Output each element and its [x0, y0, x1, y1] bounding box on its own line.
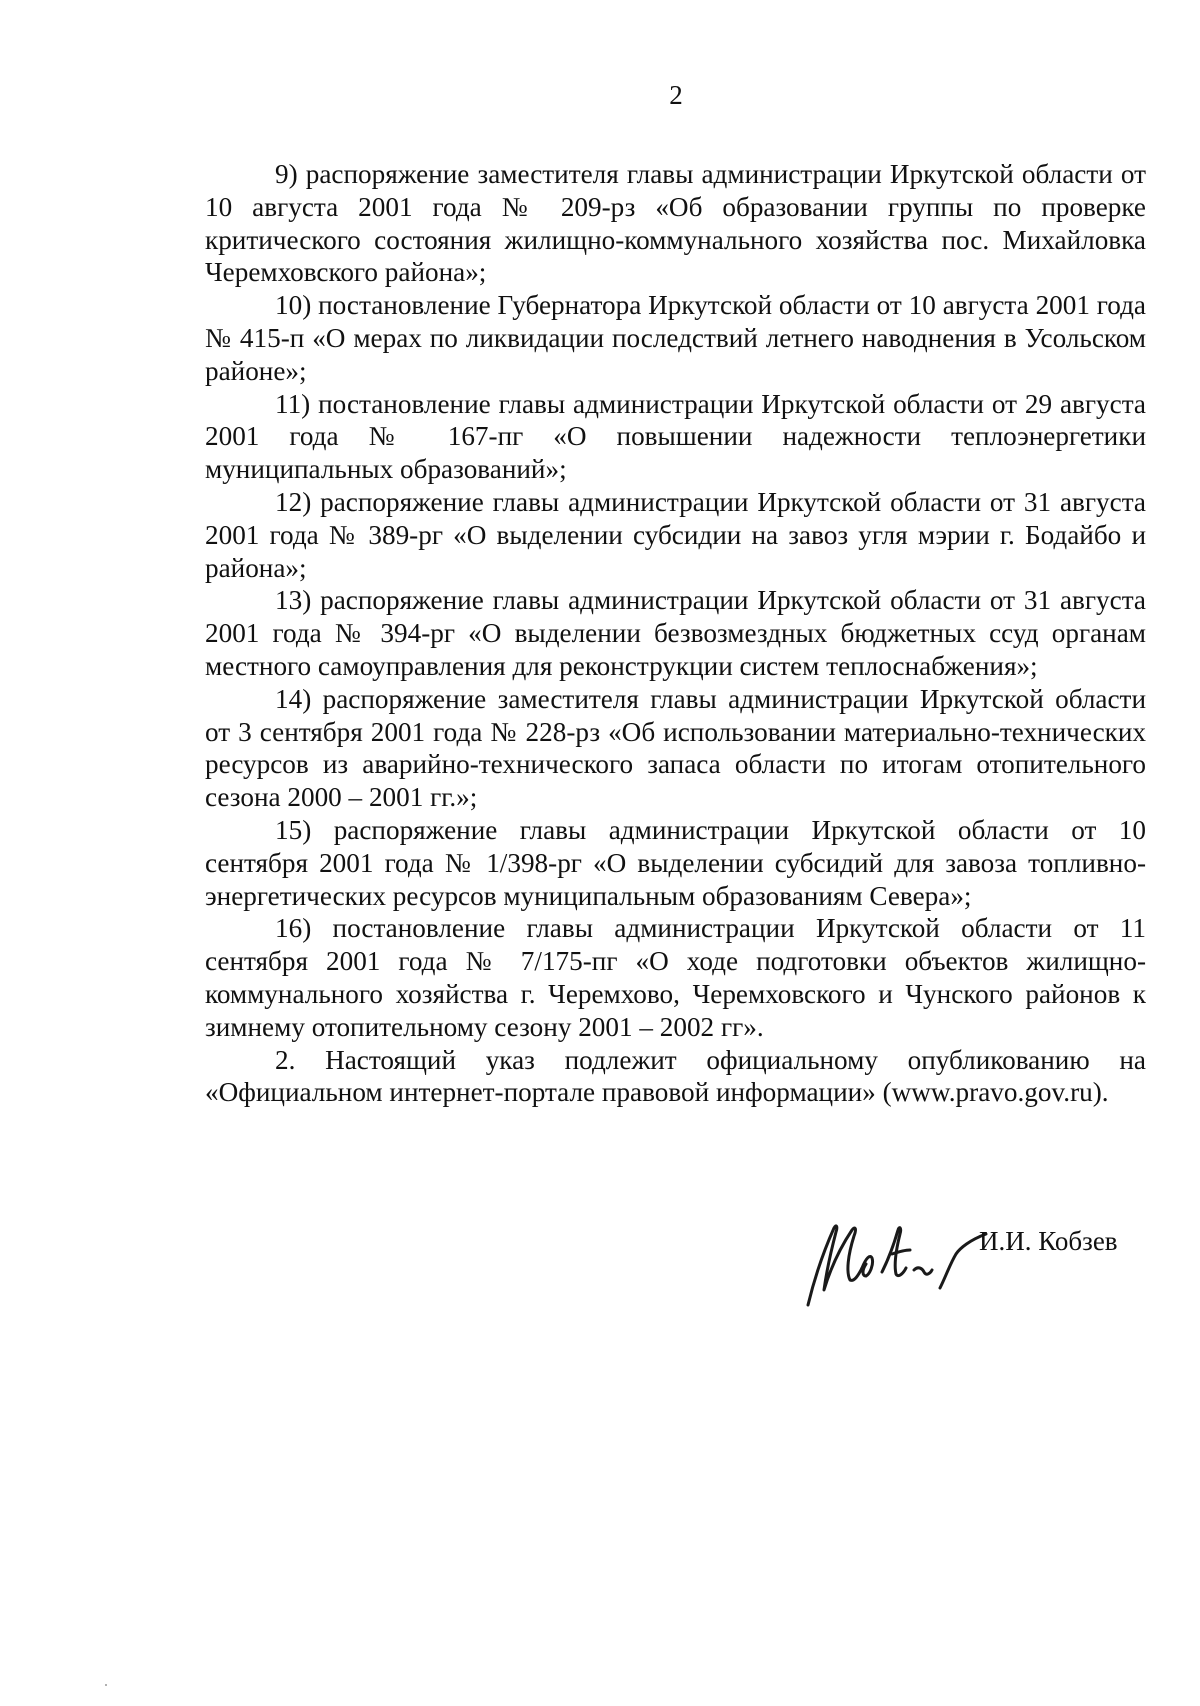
list-item-9: 9) распоряжение заместителя главы администрации Иркутской области от 10 августа 2001 года № 209-рз «Об образовании группы по проверке критического состояния жилищно-коммунального хозяйства пос. Михайловка Черемховского района»;	[205, 159, 1146, 288]
signature-block	[800, 1210, 1160, 1320]
document-body	[205, 158, 1146, 1109]
list-item-11: 11) постановление главы администрации Иркутской области от 29 августа 2001 года № 167-пг «О повышении надежности теплоэнергетики муниципальных образований»;	[205, 388, 1146, 485]
signer-name: И.И. Кобзев	[979, 1226, 1118, 1256]
page-number: 2	[669, 80, 683, 110]
list-item-10: 10) постановление Губернатора Иркутской области от 10 августа 2001 года № 415-п «О мерах по ликвидации последствий летнего наводнения в Усольском районе»;	[205, 290, 1146, 386]
list-item-16: 16) постановление главы администрации Иркутской области от 11 сентября 2001 года № 7/175-пг «О ходе подготовки объектов жилищно-коммунального хозяйства г. Черемхово, Черемховского и Чунского районов к зимнему отопительному сезону 2001 – 2002 гг».	[205, 913, 1146, 1042]
handwritten-signature	[800, 1210, 990, 1315]
list-item-12: 12) распоряжение главы администрации Иркутской области от 31 августа 2001 года № 389-рг «О выделении субсидии на завоз угля мэрии г. Бодайбо и района»;	[205, 486, 1146, 583]
list-item-13: 13) распоряжение главы администрации Иркутской области от 31 августа 2001 года № 394-рг «О выделении безвозмездных бюджетных ссуд органам местного самоуправления для реконструкции систем теплоснабжения»;	[205, 585, 1146, 681]
scan-speck	[105, 1684, 107, 1686]
publication-clause: 2. Настоящий указ подлежит официальному опубликованию на «Официальном интернет-портале правовой информации» (www.pravo.gov.ru).	[205, 1044, 1146, 1108]
list-item-15: 15) распоряжение главы администрации Иркутской области от 10 сентября 2001 года № 1/398-рг «О выделении субсидий для завоза топливно-энергетических ресурсов муниципальным образованиям Севера»;	[205, 814, 1146, 911]
list-item-14: 14) распоряжение заместителя главы администрации Иркутской области от 3 сентября 2001 года № 228-рз «Об использовании материально-технических ресурсов из аварийно-технического запаса области по итогам отопительного сезона 2000 – 2001 гг.»;	[205, 683, 1146, 813]
